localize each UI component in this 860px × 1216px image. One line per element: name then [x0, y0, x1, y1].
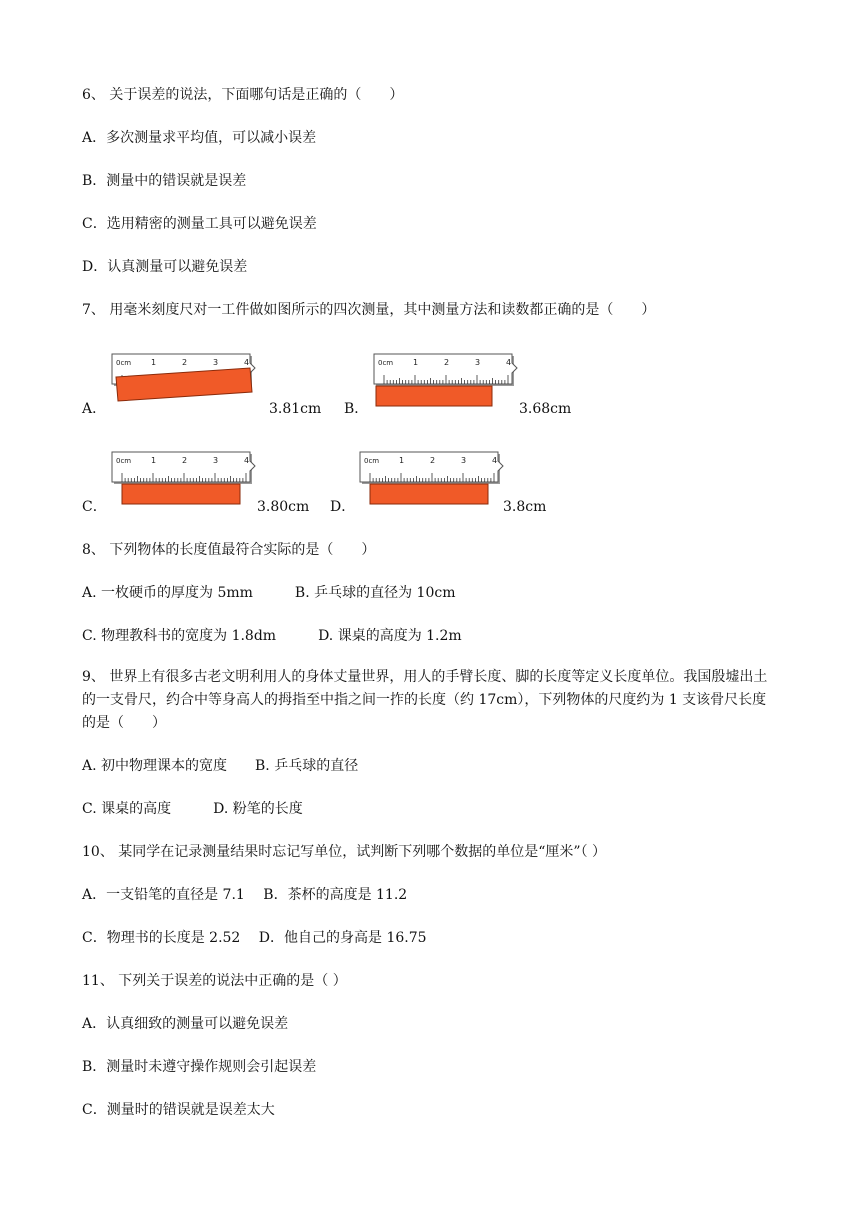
q6-option-d: D．认真测量可以避免误差: [82, 259, 248, 275]
workpiece: [122, 484, 240, 504]
q7-fig-b-reading: 3.68cm: [519, 401, 572, 417]
q9-options-row-2: C. 课桌的高度 D. 粉笔的长度: [82, 801, 303, 817]
q7-ruler-figure-b: [370, 352, 518, 414]
ruler-unit-label: 0cm: [378, 359, 394, 367]
q10-options-row-2: C．物理书的长度是 2.52 D．他自己的身高是 16.75: [82, 930, 427, 946]
ruler-tick-label: 1: [151, 456, 157, 465]
ruler-tick-label: 3: [213, 456, 219, 465]
q10-options-row-1: A．一支铅笔的直径是 7.1 B．茶杯的高度是 11.2: [82, 887, 408, 903]
ruler-tick-label: 3: [461, 456, 467, 465]
q9-options-row-1: A. 初中物理课本的宽度 B. 乒乓球的直径: [82, 758, 359, 774]
q7-ruler-figure-d: [356, 450, 504, 512]
q10-stem: 10、 某同学在记录测量结果时忘记写单位，试判断下列哪个数据的单位是“厘米”（ ）: [82, 844, 607, 860]
q6-option-c: C．选用精密的测量工具可以避免误差: [82, 216, 317, 232]
q11-option-c: C．测量时的错误就是误差太大: [82, 1102, 275, 1118]
q6-option-a: A．多次测量求平均值，可以减小误差: [82, 130, 317, 146]
q7-fig-c-reading: 3.80cm: [257, 499, 310, 515]
ruler-tick-label: 2: [182, 358, 188, 367]
q7-fig-b-label: B．: [344, 401, 369, 417]
workpiece: [370, 484, 488, 504]
q8-options-row-1: A. 一枚硬币的厚度为 5mm B. 乒乓球的直径为 10cm: [82, 585, 456, 601]
ruler-tick-label: 1: [399, 456, 405, 465]
ruler-tick-label: 3: [213, 358, 219, 367]
ruler-tick-label: 4: [244, 358, 250, 367]
q7-fig-a-label: A．: [82, 401, 107, 417]
ruler-unit-label: 0cm: [116, 457, 132, 465]
ruler-tick-label: 4: [506, 358, 512, 367]
workpiece: [376, 386, 492, 406]
q7-fig-a-reading: 3.81cm: [269, 401, 322, 417]
q11-stem: 11、 下列关于误差的说法中正确的是（ ）: [82, 973, 347, 989]
ruler-tick-label: 2: [430, 456, 436, 465]
q6-option-b: B．测量中的错误就是误差: [82, 173, 247, 189]
q6-stem: 6、 关于误差的说法，下面哪句话是正确的（ ）: [82, 87, 404, 103]
ruler-tick-label: 1: [413, 358, 419, 367]
ruler-tick-label: 2: [444, 358, 450, 367]
q7-ruler-figure-a: [108, 352, 268, 414]
ruler-tick-label: 4: [244, 456, 250, 465]
q7-ruler-figure-c: [108, 450, 256, 512]
q11-option-b: B．测量时未遵守操作规则会引起误差: [82, 1059, 317, 1075]
ruler-unit-label: 0cm: [364, 457, 380, 465]
ruler-tick-label: 1: [151, 358, 157, 367]
ruler-tick-label: 3: [475, 358, 481, 367]
q8-options-row-2: C. 物理教科书的宽度为 1.8dm D. 课桌的高度为 1.2m: [82, 628, 462, 644]
ruler-unit-label: 0cm: [116, 359, 132, 367]
q11-option-a: A．认真细致的测量可以避免误差: [82, 1016, 289, 1032]
q7-stem: 7、 用毫米刻度尺对一工件做如图所示的四次测量，其中测量方法和读数都正确的是（ ）: [82, 302, 656, 318]
q9-stem: 9、 世界上有很多古老文明利用人的身体丈量世界，用人的手臂长度、脚的长度等定义长度单位。我国殷墟出土的一支骨尺，约合中等身高人的拇指至中指之间一拃的长度（约 17cm），下列物体的尺度约为 1 支该骨尺长度的是（ ）: [82, 669, 768, 731]
q7-fig-c-label: C．: [82, 499, 107, 515]
q7-fig-d-label: D．: [330, 499, 356, 515]
ruler-tick-label: 4: [492, 456, 498, 465]
q8-stem: 8、 下列物体的长度值最符合实际的是（ ）: [82, 542, 376, 558]
ruler-tick-label: 2: [182, 456, 188, 465]
q7-fig-d-reading: 3.8cm: [503, 499, 547, 515]
